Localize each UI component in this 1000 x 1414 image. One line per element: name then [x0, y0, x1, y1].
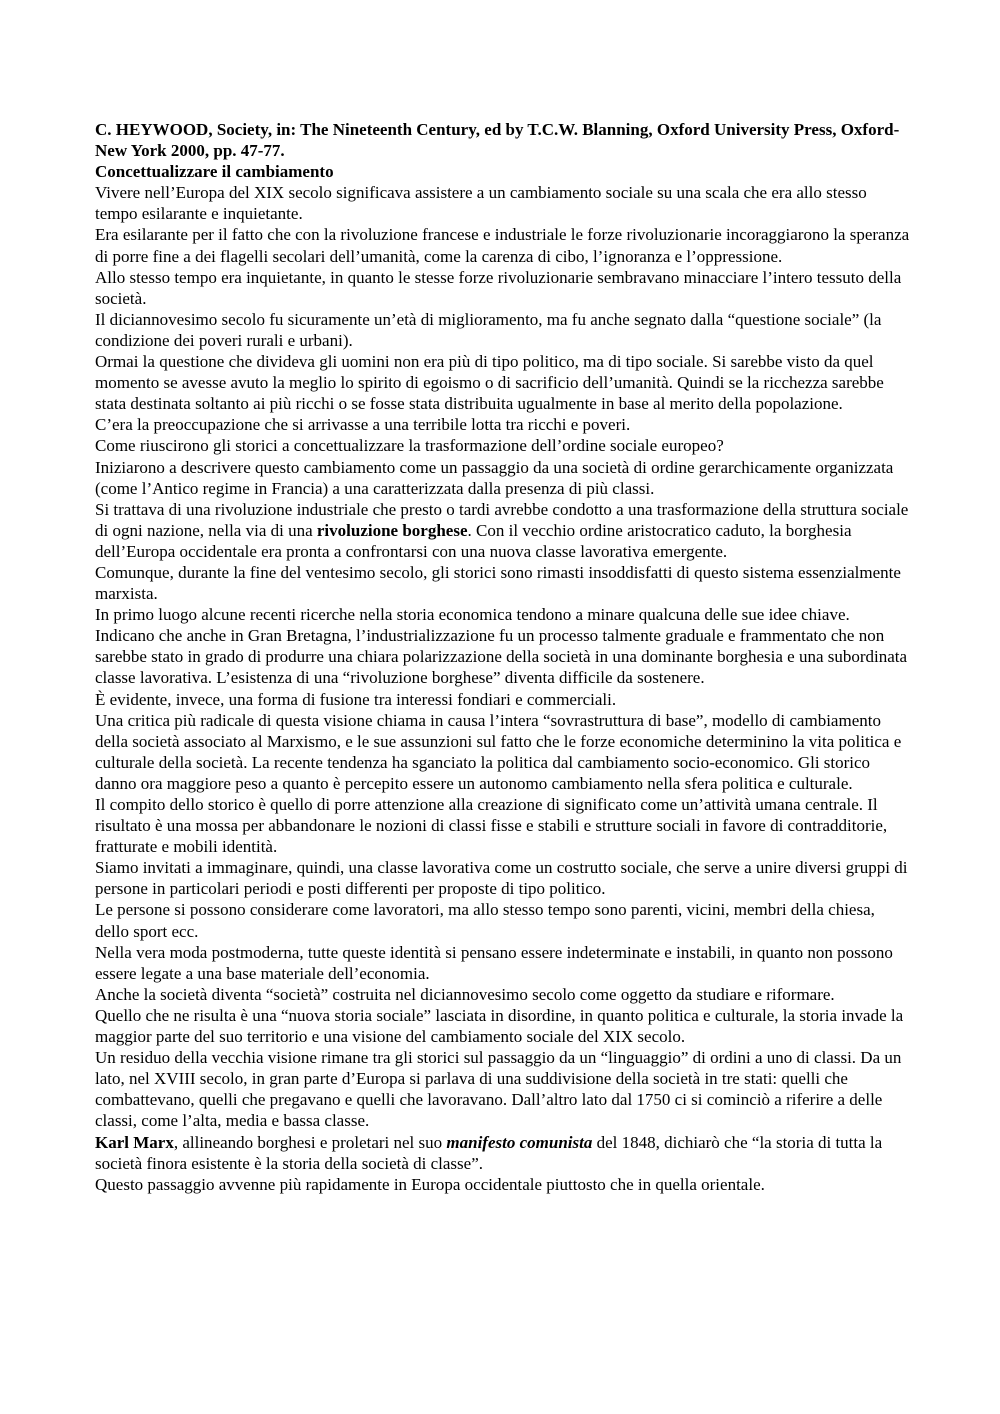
paragraph-rivoluzione-borghese [95, 499, 910, 562]
paragraph: Ormai la questione che divideva gli uomini non era più di tipo politico, ma di tipo sociale. Si sarebbe visto da quel momento se avesse avuto la meglio lo spirito di egoismo o di sacrificio dell’umanità. Quindi se la ricchezza sarebbe stata destinata soltanto ai più ricchi o se fosse stata distribuita ugualmente in base al merito della popolazione. [95, 352, 884, 414]
section-title: Concettualizzare il cambiamento [95, 162, 334, 182]
paragraph: Le persone si possono considerare come lavoratori, ma allo stesso tempo sono parenti, vicini, membri della chiesa, dello sport ecc. [95, 900, 875, 941]
document-page [95, 119, 910, 1195]
paragraph: Quello che ne risulta è una “nuova storia sociale” lasciata in disordine, in quanto politica e culturale, la storia invade la maggior parte del suo territorio e una visione del cambiamento sociale del XIX secolo. [95, 1005, 904, 1047]
paragraph: Anche la società diventa “società” costruita nel diciannovesimo secolo come oggetto da studiare e riformare. [95, 984, 835, 1004]
paragraph: Comunque, durante la fine del ventesimo secolo, gli storici sono rimasti insoddisfatti di questo sistema essenzialmente marxista. [95, 562, 901, 604]
paragraph: Nella vera moda postmoderna, tutte queste identità si pensano essere indeterminate e instabili, in quanto non possono essere legate a una base materiale dell’economia. [95, 942, 893, 983]
paragraph-text: , allineando borghesi e proletari nel suo [173, 1132, 447, 1152]
paragraph: Un residuo della vecchia visione rimane tra gli storici sul passaggio da un “linguaggio” di ordini a uno di classi. Da un lato, nel XVIII secolo, in gran parte d’Europa si parlava di una suddivisione della società in tre stati: quelli che combattevano, quelli che pregavano e quelli che lavoravano. Dall’altro lato dal 1750 ci si cominciò a riferire a delle classi, come l’alta, media e bassa classe. [95, 1048, 902, 1131]
paragraph-text: Si trattava di una rivoluzione industriale che presto o tardi avrebbe condotto a una trasformazione della struttura sociale di ogni nazione, nella via di una [95, 499, 909, 540]
paragraph: Il diciannovesimo secolo fu sicuramente un’età di miglioramento, ma fu anche segnato dalla “questione sociale” (la condizione dei poveri rurali e urbani). [95, 309, 882, 350]
paragraph: Una critica più radicale di questa visione chiama in causa l’intera “sovrastruttura di base”, modello di cambiamento della società associato al Marxismo, e le sue assunzioni sul fatto che le forze economiche determinino la vita politica e culturale della società. La recente tendenza ha sganciato la politica dal cambiamento socio-economico. Gli storico danno ora maggiore peso a quanto è percepito essere un autonomo cambiamento nella sfera politica e culturale. [95, 710, 902, 793]
author-name: Karl Marx [95, 1132, 174, 1152]
paragraph: Come riuscirono gli storici a concettualizzare la trasformazione dell’ordine sociale europeo? [95, 436, 724, 456]
paragraph: Siamo invitati a immaginare, quindi, una classe lavorativa come un costrutto sociale, che serve a unire diversi gruppi di persone in particolari periodi e posti differenti per proposte di tipo politico. [95, 858, 908, 899]
paragraph: C’era la preoccupazione che si arrivasse a una terribile lotta tra ricchi e poveri. [95, 415, 631, 435]
paragraph: Il compito dello storico è quello di porre attenzione alla creazione di significato come un’attività umana centrale. Il risultato è una mossa per abbandonare le nozioni di classi fisse e stabili e strutture sociali in favore di contradditorie, fratturate e mobili identità. [95, 795, 888, 857]
paragraph: Era esilarante per il fatto che con la rivoluzione francese e industriale le forze rivoluzionarie incoraggiarono la speranza di porre fine a dei flagelli secolari dell’umanità, come la carenza di cibo, l’ignoranza e l’oppressione. [95, 225, 910, 266]
citation-heading: C. HEYWOOD, Society, in: The Nineteenth Century, ed by T.C.W. Blanning, Oxford University Press, Oxford-New York 2000, pp. 47-77. [95, 120, 900, 161]
paragraph-karl-marx [95, 1132, 910, 1174]
paragraph: In primo luogo alcune recenti ricerche nella storia economica tendono a minare qualcuna delle sue idee chiave. Indicano che anche in Gran Bretagna, l’industrializzazione fu un processo talmente graduale e frammentato che non sarebbe stato in grado di produrre una chiara polarizzazione della società in una dominante borghesia e una subordinata classe lavorativa. L’esistenza di una “rivoluzione borghese” diventa difficile da sostenere. [95, 605, 908, 688]
emphasis-term: rivoluzione borghese [316, 520, 468, 540]
paragraph: Vivere nell’Europa del XIX secolo significava assistere a un cambiamento sociale su una scala che era allo stesso tempo esilarante e inquietante. [95, 183, 867, 224]
paragraph-text: del 1848, dichiarò che “la storia di tutta la società finora esistente è la storia della società di classe”. [95, 1132, 883, 1173]
paragraph: Iniziarono a descrivere questo cambiamento come un passaggio da una società di ordine gerarchicamente organizzata (come l’Antico regime in Francia) a una caratterizzata dalla presenza di più classi. [95, 457, 894, 498]
work-title: manifesto comunista [446, 1132, 593, 1152]
paragraph-text: . Con il vecchio ordine aristocratico caduto, la borghesia dell’Europa occidentale era pronta a confrontarsi con una nuova classe lavorativa emergente. [95, 520, 852, 561]
paragraph: È evidente, invece, una forma di fusione tra interessi fondiari e commerciali. [95, 689, 617, 709]
paragraph: Allo stesso tempo era inquietante, in quanto le stesse forze rivoluzionarie sembravano minacciare l’intero tessuto della società. [95, 267, 902, 308]
paragraph: Questo passaggio avvenne più rapidamente in Europa occidentale piuttosto che in quella orientale. [95, 1174, 765, 1194]
